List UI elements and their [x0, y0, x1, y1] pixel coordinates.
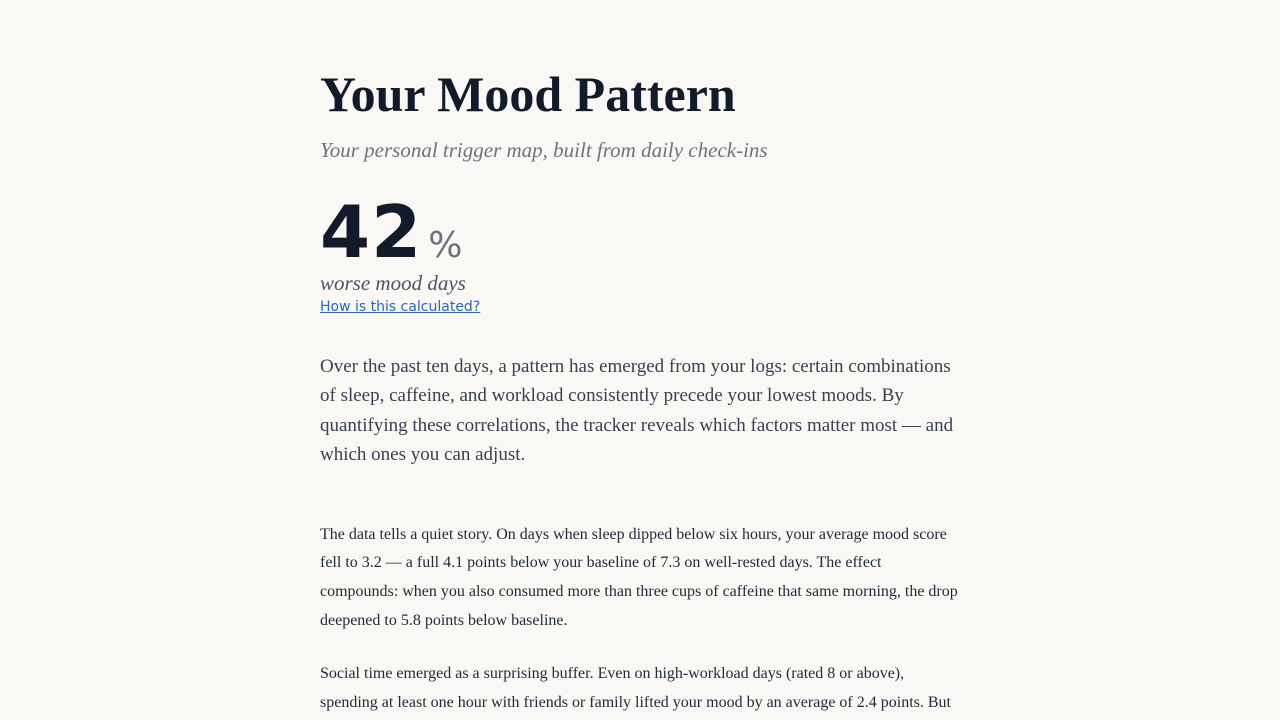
stat-block — [320, 190, 960, 274]
article — [320, 0, 960, 717]
stat-value: 42 — [320, 190, 423, 274]
how-calculated-link[interactable]: How is this calculated? — [320, 299, 481, 315]
stat-caption: worse mood days — [320, 271, 466, 295]
body-paragraph: Social time emerged as a surprising buffer. Even on high-workload days (rated 8 or above), spending at least one hour with friends or family lifted your mood by an average of 2.4 points. But — [320, 664, 951, 711]
lede-paragraph: Over the past ten days, a pattern has emerged from your logs: certain combinations of sleep, caffeine, and workload consistently precede your lowest moods. By quantifying these correlations, the tracker reveals which factors matter most — and which ones you can adjust. — [320, 356, 954, 466]
page-title: Your Mood Pattern — [320, 66, 736, 122]
body-paragraph: The data tells a quiet story. On days when sleep dipped below six hours, your average mood score fell to 3.2 — a full 4.1 points below your baseline of 7.3 on well-rested days. The effect compounds: when you also consumed more than three cups of caffeine that same morning, the drop deepened to 5.8 points below baseline. — [320, 525, 958, 630]
stat-unit: % — [428, 225, 463, 266]
page-subtitle: Your personal trigger map, built from daily check-ins — [320, 138, 768, 162]
